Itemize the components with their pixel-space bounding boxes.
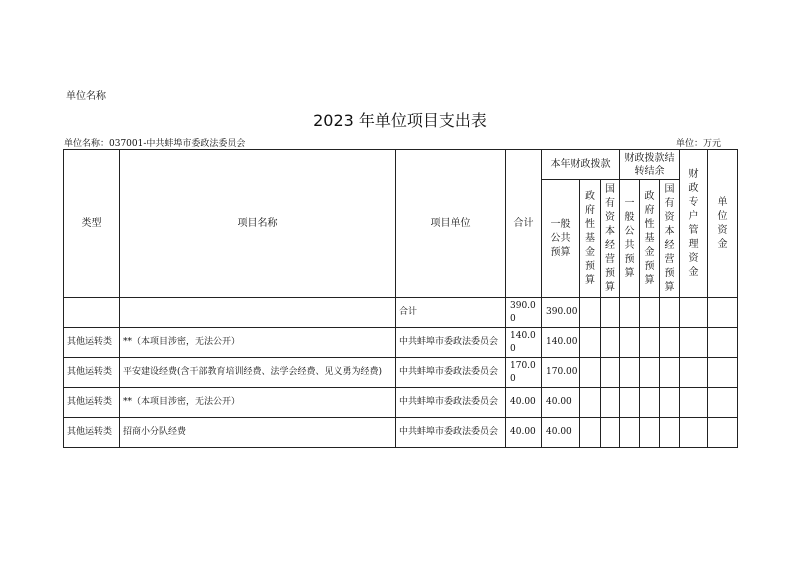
cell-unit: 中共蚌埠市委政法委员会 bbox=[396, 388, 506, 418]
cell-total: 170.00 bbox=[506, 358, 542, 388]
header-carry-state-capital: 国有资本经营预算 bbox=[660, 180, 680, 298]
cell-type: 其他运转类 bbox=[64, 418, 120, 448]
table-row bbox=[64, 388, 738, 418]
table-row bbox=[64, 358, 738, 388]
cell-general: 40.00 bbox=[542, 388, 580, 418]
header-current-year: 本年财政拨款 bbox=[542, 150, 620, 180]
doc-label: 单位名称 bbox=[66, 91, 106, 102]
header-type: 类型 bbox=[64, 150, 120, 298]
cell-name: **（本项目涉密，无法公开） bbox=[120, 328, 396, 358]
header-project-name: 项目名称 bbox=[120, 150, 396, 298]
header-total: 合计 bbox=[506, 150, 542, 298]
unit-name: 单位名称：037001-中共蚌埠市委政法委员会 bbox=[64, 139, 246, 149]
currency-unit: 单位：万元 bbox=[676, 139, 722, 149]
cell-name: 招商小分队经费 bbox=[120, 418, 396, 448]
header-project-unit: 项目单位 bbox=[396, 150, 506, 298]
header-carry-gov-fund: 政府性基金预算 bbox=[640, 180, 660, 298]
cell-type bbox=[64, 298, 120, 328]
header-gov-fund: 政府性基金预算 bbox=[580, 180, 601, 298]
expenditure-table bbox=[63, 149, 738, 448]
cell-total: 40.00 bbox=[506, 418, 542, 448]
cell-general: 140.00 bbox=[542, 328, 580, 358]
cell-name bbox=[120, 298, 396, 328]
cell-unit: 中共蚌埠市委政法委员会 bbox=[396, 418, 506, 448]
header-unit-funds: 单位资金 bbox=[708, 150, 738, 298]
table-row bbox=[64, 328, 738, 358]
cell-type: 其他运转类 bbox=[64, 328, 120, 358]
cell-type: 其他运转类 bbox=[64, 358, 120, 388]
cell-general: 170.00 bbox=[542, 358, 580, 388]
cell-unit: 合计 bbox=[396, 298, 506, 328]
cell-type: 其他运转类 bbox=[64, 388, 120, 418]
cell-total: 40.00 bbox=[506, 388, 542, 418]
page-title: 2023 年单位项目支出表 bbox=[313, 111, 487, 130]
header-carryover: 财政拨款结转结余 bbox=[620, 150, 680, 180]
table-row bbox=[64, 418, 738, 448]
cell-name: **（本项目涉密，无法公开） bbox=[120, 388, 396, 418]
header-general-budget: 一般公共预算 bbox=[542, 180, 580, 298]
cell-unit: 中共蚌埠市委政法委员会 bbox=[396, 358, 506, 388]
cell-total: 140.00 bbox=[506, 328, 542, 358]
cell-general: 390.00 bbox=[542, 298, 580, 328]
cell-name: 平安建设经费(含干部教育培训经费、法学会经费、见义勇为经费) bbox=[120, 358, 396, 388]
cell-unit: 中共蚌埠市委政法委员会 bbox=[396, 328, 506, 358]
header-state-capital: 国有资本经营预算 bbox=[601, 180, 620, 298]
cell-general: 40.00 bbox=[542, 418, 580, 448]
header-special-account: 财政专户管理资金 bbox=[680, 150, 708, 298]
table-row bbox=[64, 298, 738, 328]
header-carry-general: 一般公共预算 bbox=[620, 180, 640, 298]
cell-total: 390.00 bbox=[506, 298, 542, 328]
